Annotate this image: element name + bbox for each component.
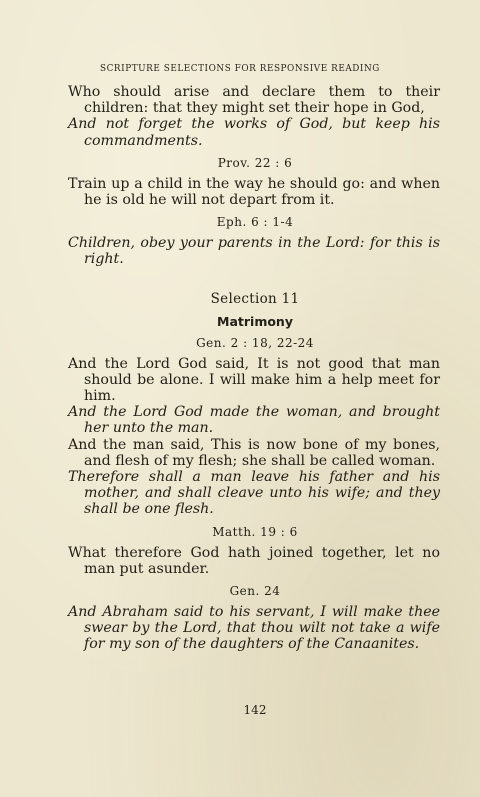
page-content: [0, 84, 480, 653]
leader-verse: And the man said, This is now bone of my bones, and flesh of my flesh; she shall be called woman.: [68, 436, 440, 469]
leader-verse: Who should arise and declare them to their children: that they might set their hope in God,: [68, 84, 440, 117]
leader-verse: What therefore God hath joined together, let no man put asunder.: [68, 544, 440, 577]
selection-heading: Selection 11: [210, 290, 300, 307]
response-verse: And the Lord God made the woman, and brought her unto the man.: [68, 404, 440, 437]
scripture-reference: Eph. 6 : 1-4: [216, 215, 294, 230]
scripture-reference: Matth. 19 : 6: [212, 524, 298, 539]
response-verse: And not forget the works of God, but keep his commandments.: [68, 116, 440, 149]
response-verse: Therefore shall a man leave his father and his mother, and shall cleave unto his wife; and they shall be one flesh.: [68, 469, 440, 518]
running-head: SCRIPTURE SELECTIONS FOR RESPONSIVE READING: [100, 63, 380, 74]
page-number: 142: [243, 703, 267, 717]
selection-subtitle: Matrimony: [217, 313, 293, 329]
response-verse: Children, obey your parents in the Lord: for this is right.: [68, 235, 440, 268]
scripture-reference: Prov. 22 : 6: [217, 155, 293, 170]
leader-verse: And the Lord God said, It is not good that man should be alone. I will make him a help meet for him.: [68, 355, 440, 405]
response-verse: And Abraham said to his servant, I will make thee swear by the Lord, that thou wilt not take a wife for my son of the daughters of the Canaanites.: [68, 604, 440, 653]
scripture-reference: Gen. 24: [229, 584, 281, 599]
leader-verse: Train up a child in the way he should go: and when he is old he will not depart from it.: [68, 175, 440, 209]
scripture-reference: Gen. 2 : 18, 22-24: [196, 335, 314, 350]
